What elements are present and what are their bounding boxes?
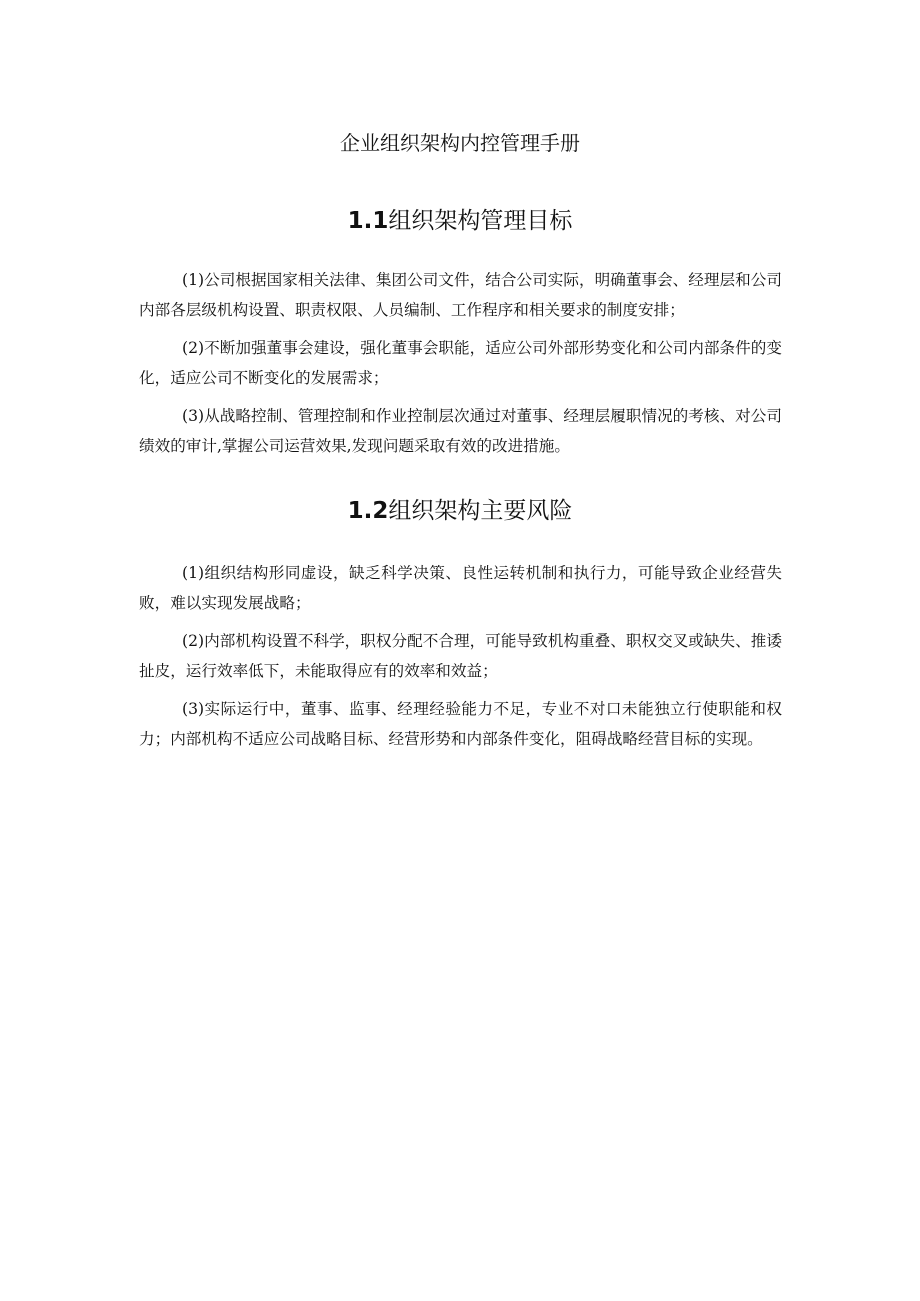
document-title: 企业组织架构内控管理手册 <box>340 131 580 155</box>
paragraph: (1)组织结构形同虚设，缺乏科学决策、良性运转机制和执行力，可能导致企业经营失败，难以实现发展战略； <box>139 564 782 612</box>
section-heading-1-1 <box>0 205 920 237</box>
section-heading-1-2 <box>0 495 920 527</box>
section-heading-text: 组织架构主要风险 <box>388 498 573 524</box>
paragraph: (2)不断加强董事会建设，强化董事会职能，适应公司外部形势变化和公司内部条件的变化，适应公司不断变化的发展需求； <box>139 339 782 387</box>
section-number: 1.1 <box>347 208 389 234</box>
section-heading-text: 组织架构管理目标 <box>388 208 573 234</box>
paragraph: (2)内部机构设置不科学，职权分配不合理，可能导致机构重叠、职权交叉或缺失、推诿扯皮，运行效率低下，未能取得应有的效率和效益； <box>139 632 782 680</box>
paragraph: (3)实际运行中，董事、监事、经理经验能力不足，专业不对口未能独立行使职能和权力；内部机构不适应公司战略目标、经营形势和内部条件变化，阻碍战略经营目标的实现。 <box>139 700 782 748</box>
paragraph: (3)从战略控制、管理控制和作业控制层次通过对董事、经理层履职情况的考核、对公司绩效的审计,掌握公司运营效果,发现问题采取有效的改进措施。 <box>139 407 782 455</box>
paragraph: (1)公司根据国家相关法律、集团公司文件，结合公司实际，明确董事会、经理层和公司内部各层级机构设置、职责权限、人员编制、工作程序和相关要求的制度安排； <box>139 271 782 319</box>
section-number: 1.2 <box>347 498 389 524</box>
